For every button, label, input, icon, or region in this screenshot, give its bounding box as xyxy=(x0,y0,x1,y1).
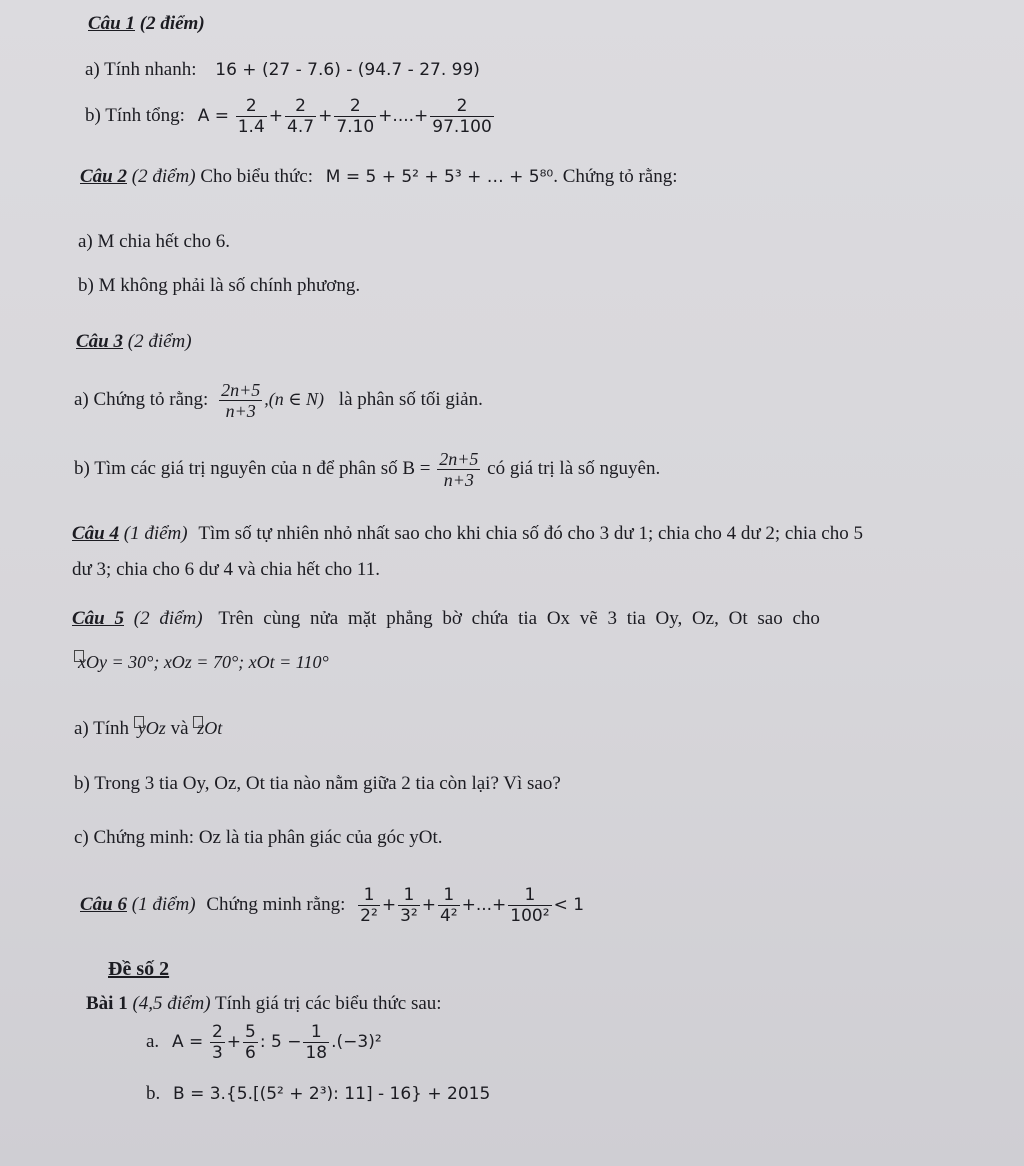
cau6-tail: < 1 xyxy=(553,894,585,915)
cau4-line1 xyxy=(72,522,863,546)
de2-a-frac-3: $\frac{1}{18}$ xyxy=(305,1022,328,1063)
de2-a-mid: : 5 − xyxy=(259,1031,302,1052)
de2-bai1 xyxy=(86,992,442,1016)
cau3-a-tail: là phân số tối giản. xyxy=(338,388,483,410)
cau2-header: Câu 2 xyxy=(80,166,127,187)
cau5-b: b) Trong 3 tia Oy, Oz, Ot tia nào nằm giữa 2 tia còn lại? Vì sao? xyxy=(74,773,561,794)
de2-a-tail: .(−3)² xyxy=(331,1031,382,1052)
de2-a-lhs: A = xyxy=(171,1031,204,1052)
cau5-points: (2 điểm) xyxy=(133,608,203,629)
cau3-a xyxy=(74,380,483,421)
cau3-b-tail: có giá trị là số nguyên. xyxy=(487,457,661,479)
cau1-frac-2: $\frac{2}{4.7}$ xyxy=(287,96,315,137)
cau1-b-dots: +....+ xyxy=(378,105,429,126)
cau5-angles xyxy=(74,650,329,674)
cau4-points: (1 điểm) xyxy=(123,523,188,544)
cau2-intro: Cho biểu thức: xyxy=(200,166,314,187)
cau5-a-and: và xyxy=(170,718,189,739)
cau1-points: (2 điểm) xyxy=(139,13,205,34)
de2-b xyxy=(146,1082,490,1106)
cau6-points: (1 điểm) xyxy=(131,893,196,915)
cau1-b-lhs: A = xyxy=(197,105,229,126)
cau5-line1 xyxy=(72,607,820,631)
de2-bai1-points: (4,5 điểm) xyxy=(132,993,211,1014)
cau1-frac-1: $\frac{2}{1.4}$ xyxy=(237,96,265,137)
cau1-frac-4: $\frac{2}{97.100}$ xyxy=(432,96,492,137)
cau6-frac-3: $\frac{1}{\text{4²}}$ xyxy=(439,885,458,926)
cau3-b-frac: $\frac{2n+5}{n+3}$ xyxy=(439,449,479,490)
de2-b-expr: B = 3.{5.[(5² + 2³): 11] - 16} + 2015 xyxy=(173,1084,491,1104)
cau4-header: Câu 4 xyxy=(72,523,119,544)
cau1-a-label: a) Tính nhanh: xyxy=(85,59,197,80)
cau3-header: Câu 3 xyxy=(76,331,123,352)
cau5-a-angle2: zOt xyxy=(197,718,223,738)
cau1-b: b) Tính tổng: A = $\frac{2}{1.4}$ + $\frac{2}{4.7}$ + $\frac{2}{7.10}$ +....+ $\frac{2}{97.100}$ xyxy=(85,96,492,137)
cau5-a xyxy=(74,716,222,741)
cau5-text1: Trên cùng nửa mặt phẳng bờ chứa tia Ox vẽ 3 tia Oy, Oz, Ot sao cho xyxy=(218,608,820,629)
cau6-intro: Chứng minh rằng: xyxy=(206,893,346,915)
cau3-a-label: a) Chứng tỏ rằng: xyxy=(74,388,209,410)
cau6-dots: +...+ xyxy=(461,894,507,915)
cau2-a: a) M chia hết cho 6. xyxy=(78,231,230,252)
cau6-line: Câu 6 (1 điểm) Chứng minh rằng: $\frac{1}{\text{2²}}$ + $\frac{1}{\text{3²}}$ + $\frac{1}{\text{4²}}$ +...+ $\frac{1}{\text{100²}}$ < 1 xyxy=(80,885,585,926)
cau5-angles-text: xOy = 30°; xOz = 70°; xOt = 110° xyxy=(78,652,329,672)
cau6-frac-1: $\frac{1}{\text{2²}}$ xyxy=(360,885,378,926)
cau5-a-angle1: yOz xyxy=(137,718,166,738)
cau1-heading xyxy=(88,12,205,36)
de2-bai1-text: Tính giá trị các biểu thức sau: xyxy=(214,993,442,1014)
de2-b-label: b. xyxy=(146,1083,161,1104)
cau3-a-frac: $\frac{2n+5}{n+3}$ xyxy=(221,380,261,421)
cau5-c: c) Chứng minh: Oz là tia phân giác của góc yOt. xyxy=(74,827,443,848)
de2-a: a. A = $\frac{2}{3}$ + $\frac{5}{6}$ : 5 − $\frac{1}{18}$ .(−3)² xyxy=(146,1022,382,1063)
cau4-line2: dư 3; chia cho 6 dư 4 và chia hết cho 11. xyxy=(72,559,380,580)
cau2-tail: . Chứng tỏ rằng: xyxy=(553,166,678,187)
cau4-text1: Tìm số tự nhiên nhỏ nhất sao cho khi chia số đó cho 3 dư 1; chia cho 4 dư 2; chia cho 5 xyxy=(198,523,863,544)
cau5-header: Câu 5 xyxy=(72,608,124,629)
cau3-heading xyxy=(76,330,192,354)
cau3-b-label: b) Tìm các giá trị nguyên của n để phân số B = xyxy=(74,457,431,479)
cau3-b xyxy=(74,449,660,490)
de2-a-label: a. xyxy=(146,1030,160,1052)
cau6-frac-2: $\frac{1}{\text{3²}}$ xyxy=(400,885,418,926)
cau5-a-label: a) Tính xyxy=(74,718,130,739)
cau1-b-label: b) Tính tổng: xyxy=(85,104,185,126)
de2-a-frac-2: $\frac{5}{6}$ xyxy=(245,1022,256,1063)
cau1-a-expr: 16 + (27 - 7.6) - (94.7 - 27. 99) xyxy=(215,60,480,80)
cau1-frac-3: $\frac{2}{7.10}$ xyxy=(336,96,375,137)
cau2-heading xyxy=(80,165,678,189)
de2-a-frac-1: $\frac{2}{3}$ xyxy=(211,1022,223,1063)
cau1-a xyxy=(85,58,480,82)
cau6-frac-4: $\frac{1}{\text{100²}}$ xyxy=(510,885,550,926)
cau3-points: (2 điểm) xyxy=(127,331,192,352)
de2-bai1-label: Bài 1 xyxy=(86,993,128,1014)
cau2-points: (2 điểm) xyxy=(131,166,196,187)
cau6-header: Câu 6 xyxy=(80,893,127,915)
cau3-a-cond: ,(n ∈ N) xyxy=(264,388,325,409)
cau1-header: Câu 1 xyxy=(88,13,135,34)
de2-title: Đề số 2 xyxy=(108,958,170,980)
cau2-b: b) M không phải là số chính phương. xyxy=(78,275,361,296)
cau2-expr: M = 5 + 5² + 5³ + … + 5⁸⁰ xyxy=(325,167,554,187)
